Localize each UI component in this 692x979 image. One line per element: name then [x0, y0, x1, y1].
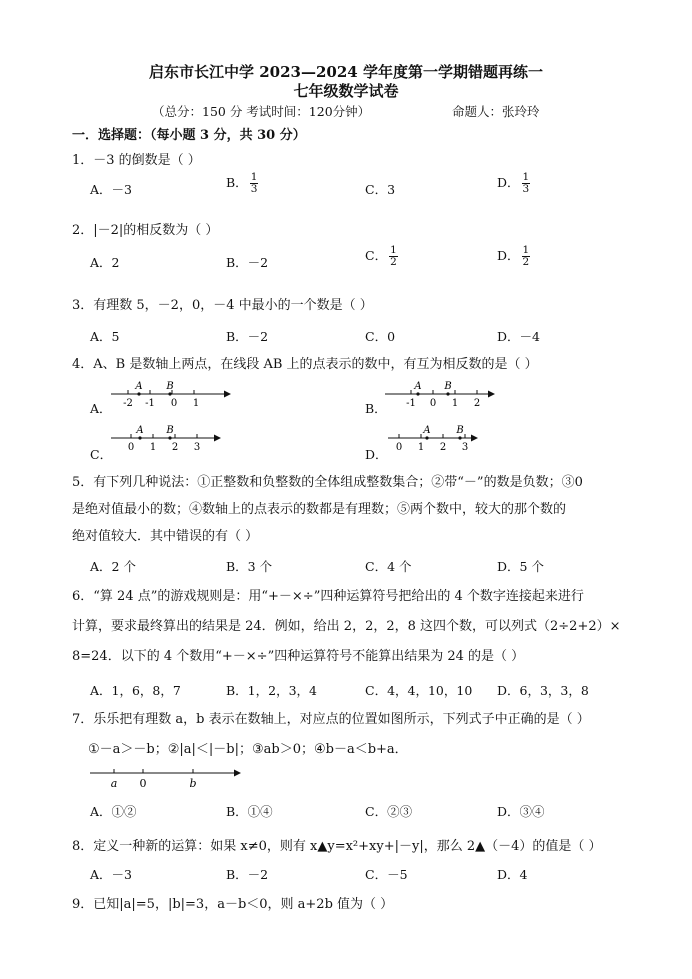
q6-option-a: A．1，6，8，7: [90, 683, 181, 698]
question-4-stem: 4．A、B 是数轴上两点，在线段 AB 上的点表示的数中，有互为相反数的是（ ）: [72, 357, 538, 372]
tick-label: 1: [417, 442, 425, 453]
tick-label: 3: [193, 442, 201, 453]
tick-label: 0: [429, 398, 437, 409]
tick-label: 2: [439, 442, 447, 453]
q3-option-b: B．－2: [226, 329, 269, 344]
question-7-line1: 7．乐乐把有理数 a，b 表示在数轴上，对应点的位置如图所示，下列式子中正确的是（ ）: [72, 712, 590, 727]
exam-title-line2: 七年级数学试卷: [293, 82, 399, 100]
question-7-line2: ①－a＞－b；②|a|＜|－b|；③ab＞0；④b－a＜b+a．: [88, 742, 408, 757]
point-a-label: a: [110, 777, 118, 790]
point-b-label: B: [456, 425, 464, 436]
q7-option-c: C．②③: [365, 804, 413, 819]
point-b-label: B: [166, 381, 174, 392]
question-3-stem: 3．有理数 5，－2，0，－4 中最小的一个数是（ ）: [72, 298, 373, 313]
question-2-stem: 2．|－2|的相反数为（ ）: [72, 223, 219, 238]
question-1-stem: 1．－3 的倒数是（ ）: [72, 153, 201, 168]
exam-title-line1: 启东市长江中学 2023—2024 学年度第一学期错题再练一: [149, 63, 543, 81]
q4-option-b: B．: [365, 401, 387, 416]
q4-option-a: A．: [90, 401, 112, 416]
question-6-line3: 8=24．以下的 4 个数用“+－×÷”四种运算符号不能算出结果为 24 的是（ ）: [72, 649, 525, 664]
q2-option-c: C． $\frac{1}{2}$: [365, 244, 397, 268]
question-6-line2: 计算，要求最终算出的结果是 24．例如，给出 2，2，2，8 这四个数，可以列式（2÷2+2）×: [72, 619, 621, 634]
q6-option-b: B．1，2，3，4: [226, 683, 317, 698]
q2-option-d: D． $\frac{1}{2}$: [497, 244, 530, 268]
tick-label: 1: [451, 398, 459, 409]
q3-option-c: C．0: [365, 329, 396, 344]
q1-option-b: B． $\frac{1}{3}$: [226, 171, 258, 195]
q1-option-c: C．3: [365, 182, 396, 197]
number-line-c: [106, 424, 226, 458]
q7-option-a: A．①②: [90, 804, 137, 819]
q4-option-c: C．: [90, 447, 113, 462]
q1-option-d: D． $\frac{1}{3}$: [497, 171, 530, 195]
q7-option-b: B．①④: [226, 804, 273, 819]
fraction: $\frac{1}{2}$: [522, 244, 530, 268]
tick-label: 1: [149, 442, 157, 453]
q5-option-b: B．3 个: [226, 559, 273, 574]
q8-option-b: B．－2: [226, 867, 269, 882]
question-5-line2: 是绝对值最小的数；④数轴上的点表示的数都是有理数；⑤两个数中，较大的那个数的: [72, 502, 567, 517]
tick-label: 0: [127, 442, 135, 453]
q6-option-c: C．4，4，10，10: [365, 683, 473, 698]
exam-meta-info: （总分：150 分 考试时间：120分钟）: [152, 104, 371, 119]
origin-label: 0: [139, 777, 147, 790]
number-line-q7: [88, 762, 248, 798]
tick-label: 0: [170, 398, 178, 409]
question-9-stem: 9．已知|a|=5，|b|=3，a－b＜0，则 a+2b 值为（ ）: [72, 897, 394, 912]
fraction: $\frac{1}{2}$: [390, 244, 397, 268]
point-b-label: b: [189, 777, 197, 790]
section-heading: 一．选择题：（每小题 3 分，共 30 分）: [72, 128, 306, 143]
q8-option-c: C．－5: [365, 867, 408, 882]
q1-option-a: A．－3: [90, 182, 132, 197]
tick-label: -1: [145, 398, 155, 409]
point-a-label: A: [136, 425, 144, 436]
tick-label: -2: [123, 398, 133, 409]
q5-option-a: A．2 个: [90, 559, 136, 574]
q2-option-b: B．－2: [226, 255, 269, 270]
number-line-a: [106, 380, 236, 414]
tick-label: 2: [473, 398, 481, 409]
tick-label: 2: [171, 442, 179, 453]
question-6-line1: 6．“算 24 点”的游戏规则是：用“+－×÷”四种运算符号把给出的 4 个数字连接起来进行: [72, 589, 584, 604]
q3-option-d: D．－4: [497, 329, 540, 344]
point-b-label: B: [444, 381, 452, 392]
q2-option-a: A．2: [90, 255, 120, 270]
question-8-stem: 8．定义一种新的运算：如果 x≠0，则有 x▲y=x²+xy+|－y|，那么 2▲（－4）的值是（ ）: [72, 839, 602, 854]
point-b-label: B: [166, 425, 174, 436]
exam-author: 命题人：张玲玲: [452, 104, 540, 119]
q4-option-d: D．: [365, 447, 388, 462]
point-a-label: A: [135, 381, 143, 392]
tick-label: 3: [461, 442, 469, 453]
fraction: $\frac{1}{3}$: [522, 171, 530, 195]
q7-option-d: D．③④: [497, 804, 545, 819]
q3-option-a: A．5: [90, 329, 120, 344]
tick-label: 1: [192, 398, 200, 409]
q6-option-d: D．6，3，3，8: [497, 683, 589, 698]
point-a-label: A: [414, 381, 422, 392]
point-a-label: A: [423, 425, 431, 436]
tick-label: -1: [406, 398, 416, 409]
question-5-line1: 5．有下列几种说法：①正整数和负整数的全体组成整数集合；②带“－”的数是负数；③0: [72, 475, 583, 490]
q8-option-a: A．－3: [90, 867, 132, 882]
number-line-b: [380, 380, 500, 414]
number-line-d: [383, 424, 483, 458]
q5-option-d: D．5 个: [497, 559, 544, 574]
fraction: $\frac{1}{3}$: [250, 171, 258, 195]
question-5-line3: 绝对值较大．其中错误的有（ ）: [72, 529, 259, 544]
tick-label: 0: [395, 442, 403, 453]
q5-option-c: C．4 个: [365, 559, 412, 574]
q8-option-d: D．4: [497, 867, 528, 882]
